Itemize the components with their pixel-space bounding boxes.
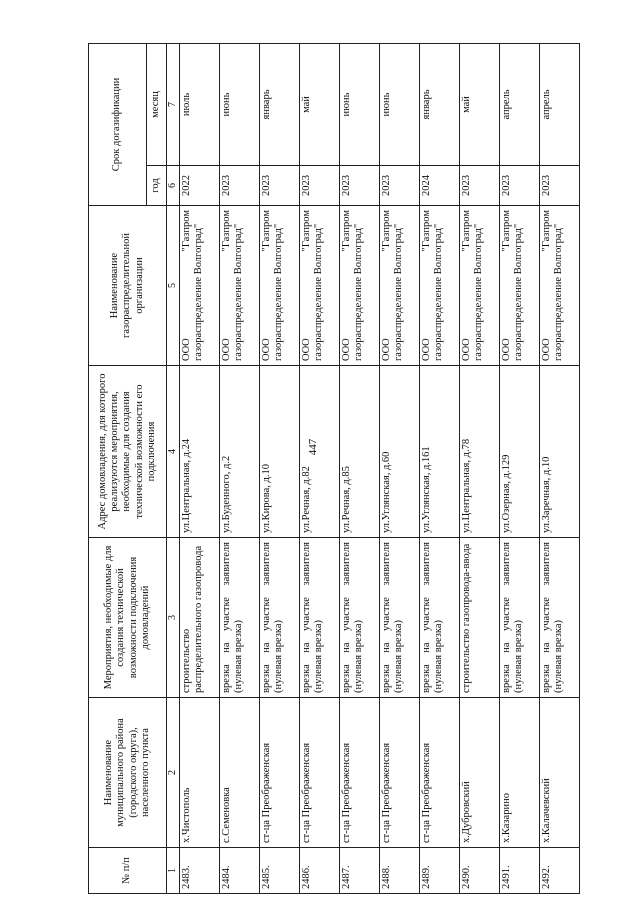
row-address: ул.Заречная, д.10: [540, 366, 580, 538]
row-number: 2491.: [500, 848, 540, 894]
column-number: 1: [167, 848, 180, 894]
row-organization: ООО "Газпром газораспределение Волгоград": [380, 206, 420, 366]
row-number: 2488.: [380, 848, 420, 894]
row-number: 2486.: [300, 848, 340, 894]
table-row: [500, 43, 540, 893]
row-place: ст-ца Преображенская: [340, 698, 380, 848]
row-month: апрель: [500, 43, 540, 165]
row-place: ст-ца Преображенская: [420, 698, 460, 848]
row-place: х.Чистополь: [180, 698, 220, 848]
column-number: 4: [167, 366, 180, 538]
row-month: июнь: [220, 43, 260, 165]
column-number: 2: [167, 698, 180, 848]
row-number: 2485.: [260, 848, 300, 894]
row-year: 2023: [340, 166, 380, 206]
table-row: [260, 43, 300, 893]
row-year: 2023: [380, 166, 420, 206]
row-organization: ООО "Газпром газораспределение Волгоград": [540, 206, 580, 366]
column-number: 6: [167, 166, 180, 206]
row-address: ул.Углянская, д.60: [380, 366, 420, 538]
table-row: [300, 43, 340, 893]
row-measure: строительство распределительного газопровода: [180, 538, 220, 698]
table-row: [380, 43, 420, 893]
row-number: 2492.: [540, 848, 580, 894]
row-measure: врезка на участке заявителя (нулевая врезка): [260, 538, 300, 698]
row-organization: ООО "Газпром газораспределение Волгоград": [420, 206, 460, 366]
header-org: Наименование газораспределительной организации: [89, 206, 167, 366]
row-place: х.Казарино: [500, 698, 540, 848]
row-number: 2487.: [340, 848, 380, 894]
row-address: ул.Углянская, д.161: [420, 366, 460, 538]
row-place: ст-ца Преображенская: [260, 698, 300, 848]
row-organization: ООО "Газпром газораспределение Волгоград": [500, 206, 540, 366]
header-measure: Мероприятия, необходимые для создания технической возможности подключения домовладений: [89, 538, 167, 698]
column-number: 7: [167, 43, 180, 165]
table-row: [420, 43, 460, 893]
row-number: 2484.: [220, 848, 260, 894]
header-year: год: [147, 166, 167, 206]
row-month: январь: [420, 43, 460, 165]
row-address: ул.Центральная, д.78: [460, 366, 500, 538]
rotated-table-container: [88, 44, 580, 894]
row-address: ул.Центральная, д.24: [180, 366, 220, 538]
row-year: 2023: [460, 166, 500, 206]
row-organization: ООО "Газпром газораспределение Волгоград": [300, 206, 340, 366]
row-month: май: [460, 43, 500, 165]
row-year: 2023: [260, 166, 300, 206]
table-row: [340, 43, 380, 893]
row-organization: ООО "Газпром газораспределение Волгоград": [460, 206, 500, 366]
row-measure: врезка на участке заявителя (нулевая врезка): [300, 538, 340, 698]
row-measure: врезка на участке заявителя (нулевая врезка): [340, 538, 380, 698]
row-measure: врезка на участке заявителя (нулевая врезка): [420, 538, 460, 698]
row-organization: ООО "Газпром газораспределение Волгоград": [220, 206, 260, 366]
column-number: 3: [167, 538, 180, 698]
table-row: [540, 43, 580, 893]
row-place: ст-ца Преображенская: [300, 698, 340, 848]
row-place: с.Семеновка: [220, 698, 260, 848]
row-measure: врезка на участке заявителя (нулевая врезка): [500, 538, 540, 698]
row-year: 2023: [540, 166, 580, 206]
header-month: месяц: [147, 43, 167, 165]
table-row: [220, 43, 260, 893]
row-organization: ООО "Газпром газораспределение Волгоград": [260, 206, 300, 366]
row-address: ул.Речная, д.82: [300, 366, 340, 538]
row-number: 2489.: [420, 848, 460, 894]
row-month: июнь: [340, 43, 380, 165]
row-number: 2490.: [460, 848, 500, 894]
row-address: ул.Кирова, д.10: [260, 366, 300, 538]
row-measure: врезка на участке заявителя (нулевая врезка): [380, 538, 420, 698]
row-address: ул.Буденного, д.2: [220, 366, 260, 538]
row-year: 2022: [180, 166, 220, 206]
row-year: 2023: [500, 166, 540, 206]
page-number: 447: [307, 438, 319, 456]
row-year: 2023: [220, 166, 260, 206]
row-month: апрель: [540, 43, 580, 165]
row-measure: строительство газопровода-ввода: [460, 538, 500, 698]
row-address: ул.Речная, д.85: [340, 366, 380, 538]
row-place: ст-ца Преображенская: [380, 698, 420, 848]
row-year: 2024: [420, 166, 460, 206]
row-month: июль: [180, 43, 220, 165]
header-address: Адрес домовладения, для которого реализуются мероприятия, необходимые для создания технической возможности его подключения: [89, 366, 167, 538]
row-month: июнь: [380, 43, 420, 165]
row-month: январь: [260, 43, 300, 165]
row-year: 2023: [300, 166, 340, 206]
table-row: [180, 43, 220, 893]
row-organization: ООО "Газпром газораспределение Волгоград": [180, 206, 220, 366]
row-month: май: [300, 43, 340, 165]
column-number-row: [167, 43, 180, 893]
column-number: 5: [167, 206, 180, 366]
row-place: х.Калачевский: [540, 698, 580, 848]
row-place: х.Дубровский: [460, 698, 500, 848]
gasification-table: [88, 43, 580, 894]
row-address: ул.Озерная, д.129: [500, 366, 540, 538]
row-measure: врезка на участке заявителя (нулевая врезка): [220, 538, 260, 698]
header-no: № п/п: [89, 848, 167, 894]
row-measure: врезка на участке заявителя (нулевая врезка): [540, 538, 580, 698]
header-district: Наименование муниципального района (городского округа), населенного пункта: [89, 698, 167, 848]
table-row: [460, 43, 500, 893]
row-organization: ООО "Газпром газораспределение Волгоград": [340, 206, 380, 366]
row-number: 2483.: [180, 848, 220, 894]
header-term: Срок догазификации: [89, 43, 147, 205]
